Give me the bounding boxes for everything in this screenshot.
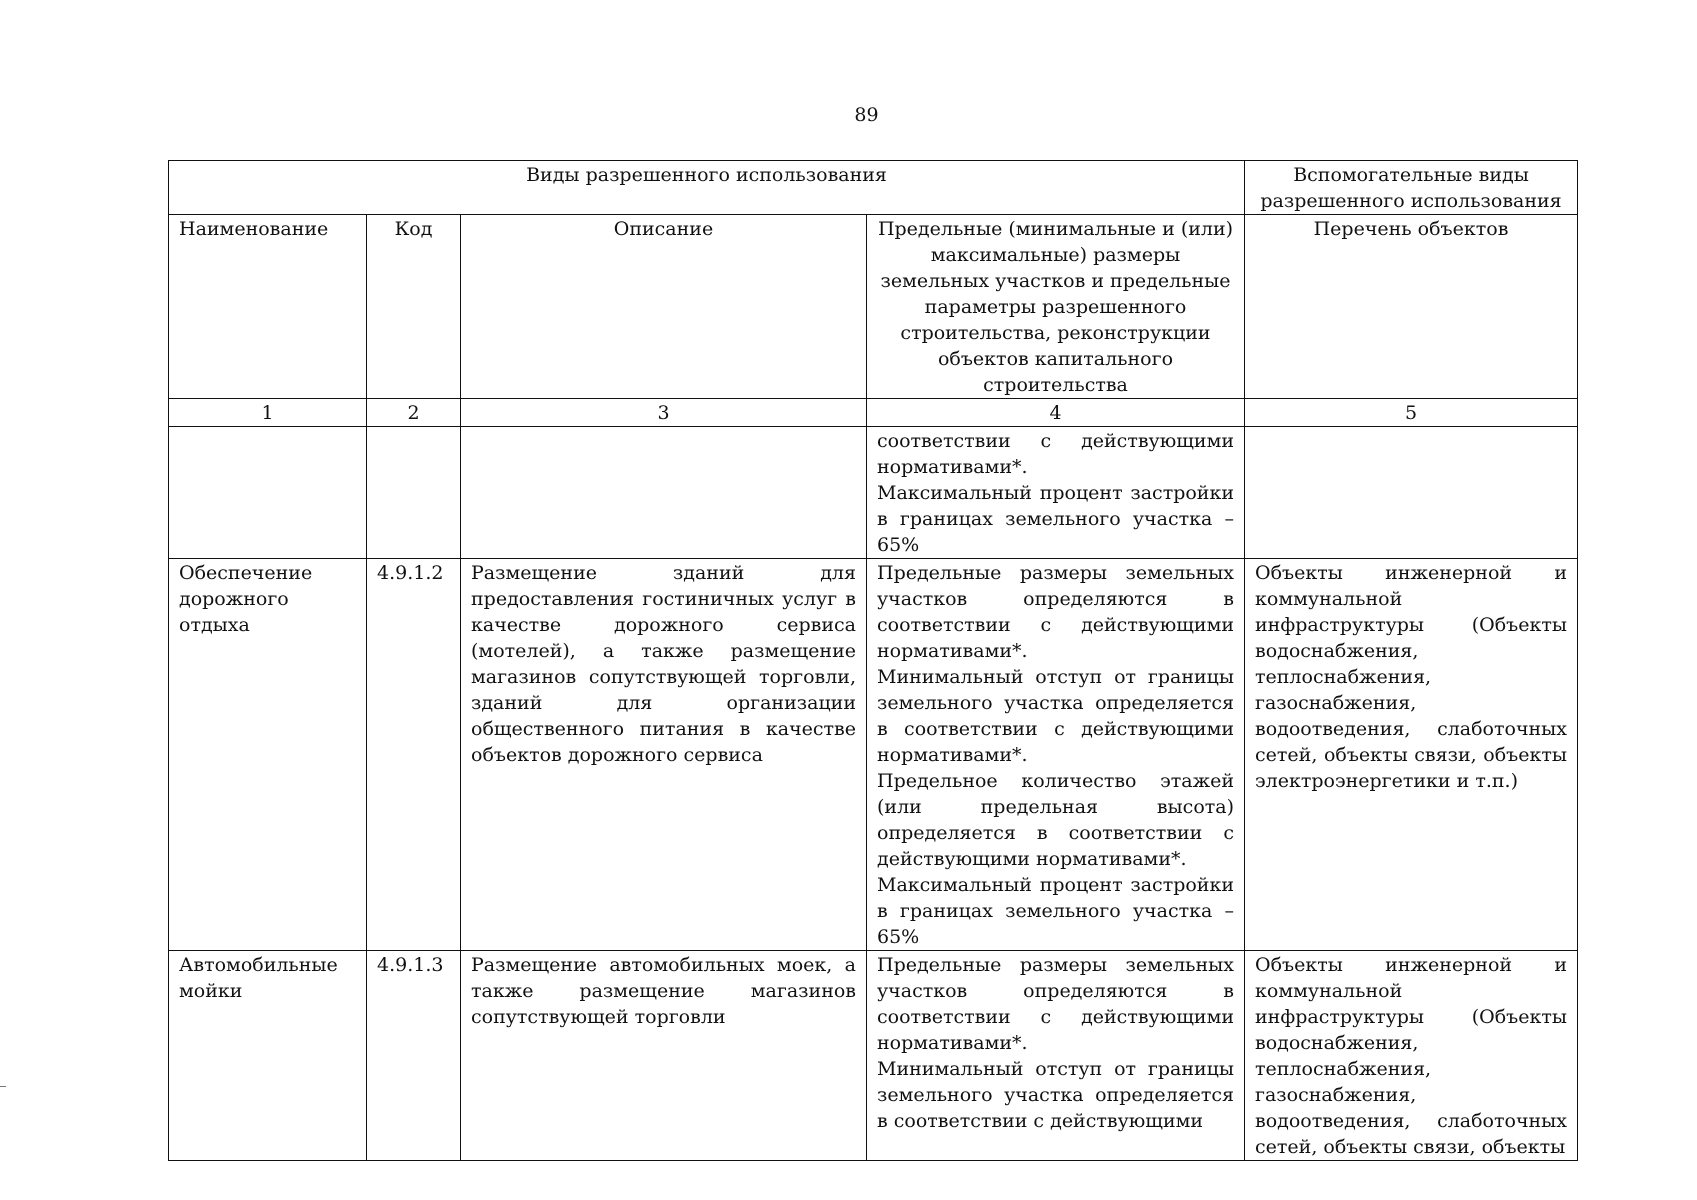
table-row (169, 427, 1578, 559)
column-number: 1 (169, 399, 367, 427)
cell-code: 4.9.1.2 (367, 559, 461, 951)
cell-limits: Предельные размеры земельных участков определяются в соответствии с действующими нормативами*. Минимальный отступ от границы земельного участка определяется в соответствии с действующими нормативами*. Предельное количество этажей (или предельная высота) определяется в соответствии с действующими нормативами*. Максимальный процент застройки в границах земельного участка – 65% (867, 559, 1245, 951)
column-number: 5 (1245, 399, 1578, 427)
cell-description: Размещение зданий для предоставления гостиничных услуг в качестве дорожного сервиса (мотелей), а также размещение магазинов сопутствующей торговли, зданий для организации общественного питания в качестве объектов дорожного сервиса (461, 559, 867, 951)
column-header-objects: Перечень объектов (1245, 215, 1578, 399)
column-number: 4 (867, 399, 1245, 427)
column-header-description: Описание (461, 215, 867, 399)
cell-code: 4.9.1.3 (367, 951, 461, 1161)
cell-description (461, 427, 867, 559)
column-header-row (169, 215, 1578, 399)
cell-name (169, 427, 367, 559)
column-header-limits: Предельные (минимальные и (или) максимальные) размеры земельных участков и предельные параметры разрешенного строительства, реконструкции объектов капитального строительства (867, 215, 1245, 399)
group-header-row (169, 161, 1578, 215)
column-number-row (169, 399, 1578, 427)
cell-limits: Предельные размеры земельных участков определяются в соответствии с действующими нормативами*. Минимальный отступ от границы земельного участка определяется в соответствии с действующими (867, 951, 1245, 1161)
table-row (169, 559, 1578, 951)
cell-objects: Объекты инженерной и коммунальной инфраструктуры (Объекты водоснабжения, теплоснабжения, газоснабжения, водоотведения, слаботочных сетей, объекты связи, объекты электроэнергетики и т.п.) (1245, 559, 1578, 951)
column-number: 3 (461, 399, 867, 427)
cell-name: Автомобильные мойки (169, 951, 367, 1161)
group-header-main: Виды разрешенного использования (169, 161, 1245, 215)
cell-objects: Объекты инженерной и коммунальной инфраструктуры (Объекты водоснабжения, теплоснабжения, газоснабжения, водоотведения, слаботочных сетей, объекты связи, объекты (1245, 951, 1578, 1161)
cell-objects (1245, 427, 1578, 559)
cell-name: Обеспечение дорожного отдыха (169, 559, 367, 951)
column-header-name: Наименование (169, 215, 367, 399)
cell-description: Размещение автомобильных моек, а также размещение магазинов сопутствующей торговли (461, 951, 867, 1161)
column-number: 2 (367, 399, 461, 427)
column-header-code: Код (367, 215, 461, 399)
cell-code (367, 427, 461, 559)
group-header-aux: Вспомогательные виды разрешенного использования (1245, 161, 1578, 215)
page-number: 89 (854, 104, 879, 126)
zoning-table (168, 160, 1578, 1161)
table-row (169, 951, 1578, 1161)
scan-mark (0, 1086, 6, 1087)
cell-limits: соответствии с действующими нормативами*. Максимальный процент застройки в границах земельного участка – 65% (867, 427, 1245, 559)
